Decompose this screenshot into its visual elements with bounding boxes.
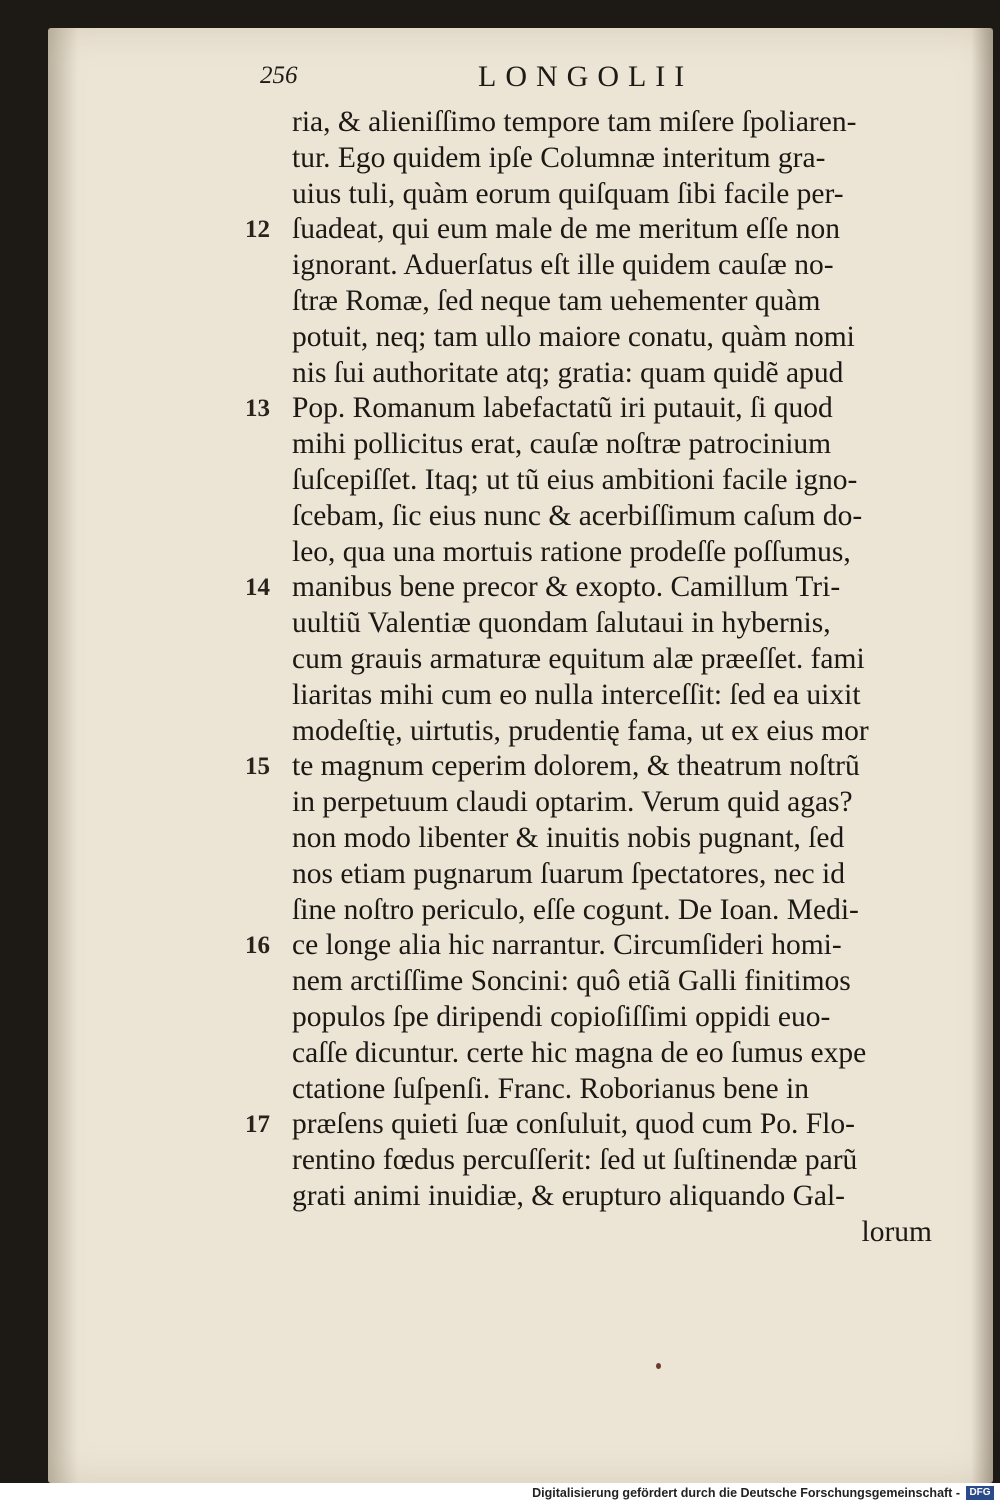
page-gutter-shadow <box>48 28 78 1483</box>
text-line: ſuadeat, qui eum male de me meritum eſſe non <box>292 213 841 246</box>
text-line: ſcebam, ſic eius nunc & acerbiſſimum caſum do- <box>292 499 863 532</box>
page-number: 256 <box>260 62 298 89</box>
catchword: lorum <box>861 1215 932 1248</box>
text-line: mihi pollicitus erat, cauſæ noſtræ patrocinium <box>292 428 832 461</box>
text-line: leo, qua una mortuis ratione prodeſſe poſſumus, <box>292 535 851 568</box>
text-line: populos ſpe diripendi copioſiſſimi oppidi euo- <box>292 1000 831 1033</box>
text-line: nem arctiſſime Soncini: quô etiã Galli finitimos <box>292 965 851 998</box>
margin-number: 12 <box>245 216 270 244</box>
text-line: grati animi inuidiæ, & erupturo aliquando Gal- <box>292 1179 846 1212</box>
running-head-title: LONGOLII <box>478 60 694 93</box>
text-line: Pop. Romanum labefactatũ iri putauit, ſi quod <box>292 392 833 425</box>
text-line: præſens quieti ſuæ conſuluit, quod cum Po. Flo- <box>292 1108 855 1141</box>
text-line: ſtræ Romæ, ſed neque tam uehementer quàm <box>292 284 821 317</box>
text-line: ſine noſtro periculo, eſſe cogunt. De Ioan. Medi- <box>292 893 859 926</box>
margin-number: 13 <box>245 395 270 423</box>
digitization-footer <box>0 1483 1000 1505</box>
text-line: nis ſui authoritate atq; gratia: quam quidẽ apud <box>292 356 844 389</box>
text-line: ce longe alia hic narrantur. Circumſideri homi- <box>292 929 842 962</box>
footer-credit: Digitalisierung gefördert durch die Deutsche Forschungsgemeinschaft - <box>532 1486 960 1500</box>
running-head <box>260 60 940 102</box>
margin-number: 15 <box>245 753 270 781</box>
text-line: nos etiam pugnarum ſuarum ſpectatores, nec id <box>292 857 845 890</box>
text-line: uius tuli, quàm eorum quiſquam ſibi facile per- <box>292 177 844 210</box>
text-line: cum grauis armaturæ equitum alæ præeſſet. fami <box>292 642 865 675</box>
ink-spot <box>656 1363 661 1369</box>
text-line: liaritas mihi cum eo nulla interceſſit: ſed ea uixit <box>292 678 861 711</box>
text-line: modeſtię, uirtutis, prudentię fama, ut ex eius mor <box>292 714 869 747</box>
text-line: non modo libenter & inuitis nobis pugnant, ſed <box>292 821 845 854</box>
text-line: ria, & alieniſſimo tempore tam miſere ſpoliaren- <box>292 106 857 138</box>
text-line: tur. Ego quidem ipſe Columnæ interitum gra- <box>292 141 826 174</box>
text-line: rentino fœdus percuſſerit: ſed ut ſuſtinendæ parũ <box>292 1144 858 1177</box>
text-line: uultiũ Valentiæ quondam ſalutaui in hybernis, <box>292 607 831 640</box>
body-text <box>292 105 932 1251</box>
margin-number: 14 <box>245 574 270 602</box>
text-line: potuit, neq; tam ullo maiore conatu, quàm nomi <box>292 320 855 353</box>
text-line: ctatione ſuſpenſi. Franc. Roborianus bene in <box>292 1072 809 1105</box>
text-line: in perpetuum claudi optarim. Verum quid agas? <box>292 786 853 819</box>
text-line: caſſe dicuntur. certe hic magna de eo ſumus expe <box>292 1036 867 1069</box>
text-line: te magnum ceperim dolorem, & theatrum noſtrũ <box>292 750 860 783</box>
page-edge-shadow <box>971 28 993 1483</box>
text-line: ignorant. Aduerſatus eſt ille quidem cauſæ no- <box>292 249 834 282</box>
dfg-logo: DFG <box>966 1486 994 1500</box>
margin-number: 17 <box>245 1111 270 1139</box>
text-line: manibus bene precor & exopto. Camillum Tri- <box>292 571 841 604</box>
text-line: ſuſcepiſſet. Itaq; ut tũ eius ambitioni facile igno- <box>292 463 858 496</box>
margin-number: 16 <box>245 932 270 960</box>
